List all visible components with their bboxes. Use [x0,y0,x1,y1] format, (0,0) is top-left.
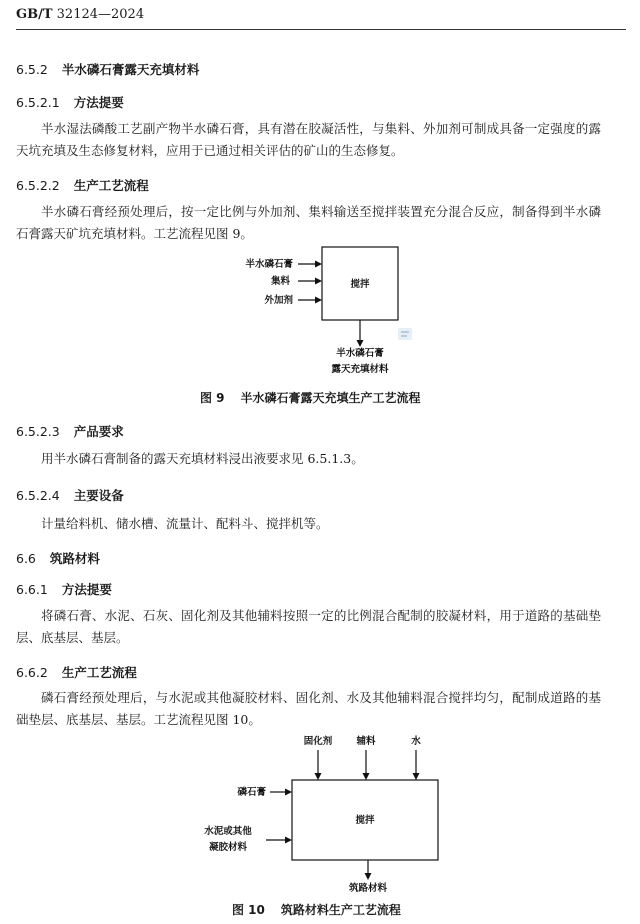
arrowhead-out [357,340,364,347]
section-6-6: 6.6 筑路材料 [16,551,100,566]
watermark-icon [398,328,412,340]
top-label-auxiliary: 辅料 [356,736,376,747]
figure-9-diagram [0,240,640,380]
paragraph-road-process: 磷石膏经预处理后，与水泥或其他凝胶材料、固化剂、水及其他辅料混合搅拌均匀，配制成道路的基础垫层、底基层、基层。工艺流程见图 10。 [16,690,601,727]
output-label-road-material: 筑路材料 [348,883,388,894]
section-6-5-2: 6.5.2 半水磷石膏露天充填材料 [16,62,200,77]
section-6-5-2-4: 6.5.2.4 主要设备 [16,488,124,503]
arrowhead-top-1 [315,773,322,780]
figure-10-diagram [0,730,640,900]
section-6-5-2-1: 6.5.2.1 方法提要 [16,95,124,110]
arrowhead-out-10 [365,873,372,880]
arrowhead-left-2 [285,837,292,844]
section-6-5-2-3: 6.5.2.3 产品要求 [16,424,124,439]
left-label-cement-line2: 凝胶材料 [208,842,248,853]
output-label-line1: 半水磷石膏 [336,348,384,359]
output-label-line2: 露天充填材料 [331,364,389,375]
paragraph-process-flow: 半水磷石膏经预处理后，按一定比例与外加剂、集料输送至搅拌装置充分混合反应，制备得到半水磷石膏露天矿坑充填材料。工艺流程见图 9。 [16,204,601,241]
figure-9-caption: 图 9 半水磷石膏露天充填生产工艺流程 [200,391,421,405]
section-6-6-1: 6.6.1 方法提要 [16,582,112,597]
top-label-water: 水 [411,736,421,747]
figure-10-caption: 图 10 筑路材料生产工艺流程 [232,903,401,917]
arrowhead-top-3 [413,773,420,780]
arrowhead-in-3 [315,297,322,304]
section-6-6-2: 6.6.2 生产工艺流程 [16,665,137,680]
stir-label: 搅拌 [350,279,370,290]
input-label-admixture: 外加剂 [264,295,293,306]
paragraph-method-summary: 半水湿法磷酸工艺副产物半水磷石膏，具有潜在胶凝活性，与集料、外加剂可制成具备一定强度的露天坑充填及生态修复材料，应用于已通过相关评估的矿山的生态修复。 [16,121,601,158]
header-rule [16,29,626,30]
standard-prefix: GB/T [16,7,53,22]
paragraph-road-method: 将磷石膏、水泥、石灰、固化剂及其他辅料按照一定的比例混合配制的胶凝材料，用于道路的基础垫层、底基层、基层。 [16,608,601,645]
arrowhead-top-2 [363,773,370,780]
paragraph-main-equipment: 计量给料机、储水槽、流量计、配料斗、搅拌机等。 [41,516,329,531]
input-label-hemihydrate: 半水磷石膏 [245,259,293,270]
arrowhead-in-1 [315,261,322,268]
paragraph-product-requirement: 用半水磷石膏制备的露天充填材料浸出液要求见 6.5.1.3。 [41,451,364,466]
input-label-aggregate: 集料 [270,276,290,287]
top-label-curing-agent: 固化剂 [303,736,333,747]
left-label-phosphogypsum: 磷石膏 [237,787,266,798]
standard-code [16,7,144,22]
arrowhead-left-1 [285,789,292,796]
arrowhead-in-2 [315,278,322,285]
left-label-cement-line1: 水泥或其他 [204,826,252,837]
standard-number: 32124—2024 [56,7,145,22]
stir-label-10: 搅拌 [355,815,375,826]
section-6-5-2-2: 6.5.2.2 生产工艺流程 [16,178,149,193]
